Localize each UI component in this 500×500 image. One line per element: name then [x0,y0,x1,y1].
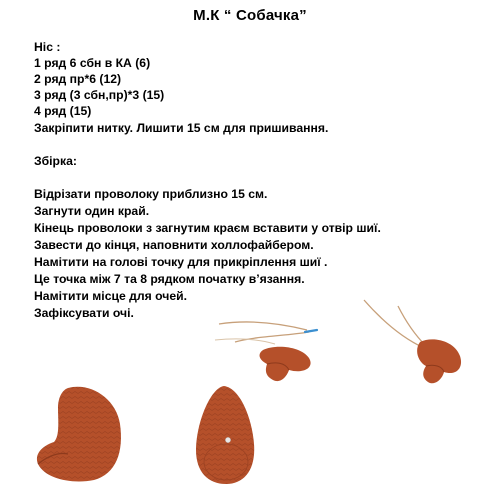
assembly-heading: Збірка: [34,154,77,168]
photo-wire-inserted [358,296,478,396]
assembly-step-8: Зафіксувати очі. [34,306,134,320]
nose-row-1: 1 ряд 6 сбн в КА (6) [34,56,151,70]
assembly-step-7: Намітити місце для очей. [34,289,187,303]
assembly-step-6: Це точка між 7 та 8 рядком початку в’язання. [34,272,305,286]
photo-side-view [24,376,134,488]
assembly-step-2: Загнути один край. [34,204,150,218]
page-title: М.К “ Собачка” [193,7,307,24]
nose-heading: Ніс : [34,40,61,54]
nose-row-4: 4 ряд (15) [34,104,92,118]
photo-front-view [182,378,270,490]
assembly-step-3: Кінець проволоки з загнутим краєм вставити у отвір шиї. [34,221,381,235]
assembly-step-4: Завести до кінця, наповнити холлофайбером. [34,238,314,252]
assembly-step-5: Намітити на голові точку для прикріплення шиї . [34,255,328,269]
nose-row-3: 3 ряд (3 сбн,пр)*3 (15) [34,88,165,102]
assembly-step-1: Відрізати проволоку приблизно 15 см. [34,187,268,201]
nose-note: Закріпити нитку. Лишити 15 см для пришивання. [34,121,329,135]
nose-row-2: 2 ряд пр*6 (12) [34,72,122,86]
